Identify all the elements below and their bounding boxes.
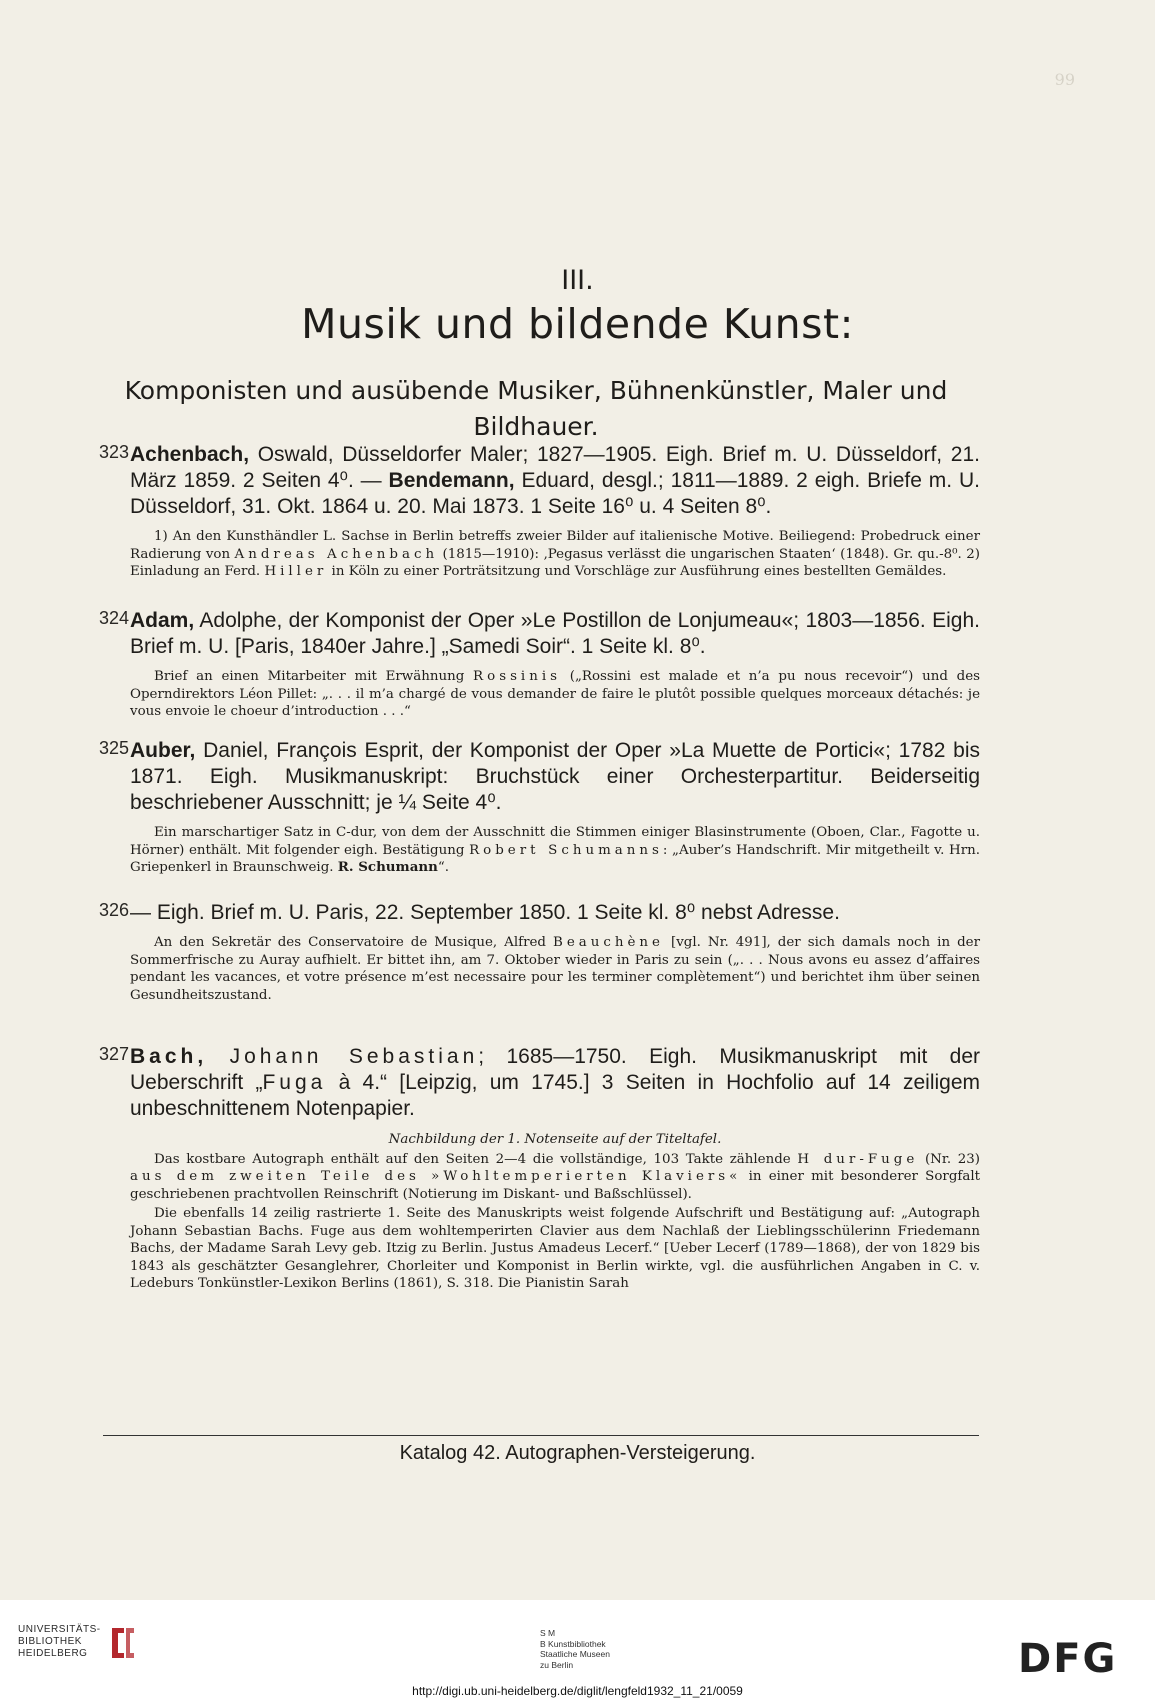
entry-heading: Adam, Adolphe, der Komponist der Oper »Le Postillon de Lonjumeau«; 1803—1856. Eigh. Brief m. U. [Paris, 1840er Jahre.] „Samedi Soir“. 1 Seite kl. 8⁰. — [130, 609, 980, 658]
entry-note: 1) An den Kunsthändler L. Sachse in Berlin betreffs zweier Bilder auf italienische Motive. Beiliegend: Probedruck einer Radierung von Andreas Achenbach (1815—1910): ‚Pegasus verlässt die ungarischen Staaten‘ (1848). Gr. qu.-8⁰. 2) Einladung an Ferd. Hiller in Köln zu einer Porträtsitzung und Vorschläge zur Ausführung eines bestellten Gemäldes. — [130, 529, 980, 579]
bold-run: Bendemann, — [388, 469, 515, 492]
spaced-run: H dur-Fuge — [797, 1151, 919, 1167]
library-line: B Kunstbibliothek — [540, 1638, 606, 1649]
catalog-entry-326 — [99, 900, 980, 1004]
entry-number: 326 — [99, 900, 130, 920]
entry-heading: Auber, Daniel, François Esprit, der Komponist der Oper »La Muette de Portici«; 1782 bis 1871. Eigh. Musikmanuskript: Bruchstück einer Orchesterpartitur. Beiderseitig beschriebener Ausschnitt; je ¼ Seite 4⁰. — [130, 739, 980, 814]
entry-caption: Nachbildung der 1. Notenseite auf der Titeltafel. — [388, 1132, 722, 1147]
spaced-run: Andreas Achenbach — [234, 546, 439, 562]
page-mark: 99 — [1054, 70, 1075, 89]
spaced-run: Robert Schumanns — [469, 842, 663, 858]
footer-rule — [103, 1435, 979, 1436]
entry-heading: Achenbach, Oswald, Düsseldorfer Maler; 1827—1905. Eigh. Brief m. U. Düsseldorf, 21. März 1859. 2 Seiten 4⁰. — Bendemann, Eduard, desgl.; 1811—1889. 2 eigh. Briefe m. U. Düsseldorf, 31. Okt. 1864 u. 20. Mai 1873. 1 Seite 16⁰ u. 4 Seiten 8⁰. — [130, 443, 980, 518]
bold-run: Achenbach, — [130, 443, 250, 466]
entry-heading: — Eigh. Brief m. U. Paris, 22. September 1850. 1 Seite kl. 8⁰ nebst Adresse. — [130, 901, 840, 924]
bold-run: Adam, — [130, 609, 195, 632]
spaced-run: Hiller — [264, 564, 328, 579]
section-title: Musik und bildende Kunst: — [301, 300, 854, 348]
spaced-run: Fuga — [262, 1071, 327, 1094]
logo-line: BIBLIOTHEK — [18, 1636, 82, 1647]
logo-line: UNIVERSITÄTS- — [18, 1624, 101, 1635]
entry-note: An den Sekretär des Conservatoire de Musique, Alfred Beauchène [vgl. Nr. 491], der sich damals noch in der Sommerfrische zu Auray aufhielt. Er bittet ihn, am 7. Oktober wieder in Paris zu sein („. . . Nous avons eu assez d’affaires pendant les vacances, et votre présence m’est necessaire pour les terminer complètement“) und berichtet ihm über seinen Gesundheitszustand. — [130, 935, 980, 1003]
catalog-entry-327 — [99, 1044, 981, 1293]
footer-title: Katalog 42. Autographen-Versteigerung. — [399, 1442, 756, 1464]
spaced-run: Bach, — [130, 1045, 208, 1068]
spaced-run: Rossinis — [473, 669, 561, 684]
spaced-run: aus dem zweiten Teile des »Wohltemperierten Klaviers« — [130, 1169, 742, 1184]
entry-note: Ein marschartiger Satz in C-dur, von dem der Ausschnitt die Stimmen einiger Blasinstrumente (Oboen, Clar., Fagotte u. Hörner) enthält. Mit folgender eigh. Bestätigung Robert Schumanns: „Auber’s Handschrift. Mir mitgetheilt v. Hrn. Griepenkerl in Braunschweig. R. Schumann“. — [130, 825, 980, 875]
library-emblem-icon — [108, 1624, 138, 1662]
bold-run: R. Schumann — [337, 859, 438, 875]
section-subtitle: Komponisten und ausübende Musiker, Bühnenkünstler, Maler und Bildhauer. — [124, 376, 948, 441]
permalink-url[interactable]: http://digi.ub.uni-heidelberg.de/diglit/lengfeld1932_11_21/0059 — [412, 1684, 743, 1698]
entry-number: 325 — [99, 738, 130, 758]
entry-number: 323 — [99, 442, 130, 462]
university-library-logo[interactable] — [18, 1624, 101, 1660]
catalog-entry-323 — [99, 442, 980, 581]
catalog-entry-325 — [99, 738, 980, 877]
logo-line: HEIDELBERG — [18, 1648, 88, 1659]
spaced-run: Johann Sebastian — [229, 1045, 479, 1068]
library-line: Staatliche Museen — [540, 1649, 610, 1659]
spaced-run: Beauchène — [552, 935, 664, 950]
entry-note: Brief an einen Mitarbeiter mit Erwähnung Rossinis („Rossini est malade et n’a pu nous recevoir“) und des Operndirektors Léon Pillet: „. . . il m’a chargé de vous demander de faire le plutôt possible quelques morceaux détachés: je vous envoie le choeur d’introduction . . .“ — [130, 669, 980, 719]
bold-run: Auber, — [130, 739, 196, 762]
partner-library-logo — [540, 1628, 610, 1670]
entry-note: Das kostbare Autograph enthält auf den Seiten 2—4 die vollständige, 103 Takte zählende H dur-Fuge (Nr. 23) aus dem zweiten Teile des »Wohltemperierten Klaviers« in einer mit besonderer Sorgfalt geschriebenen prachtvollen Reinschrift (Notierung im Diskant- und Baßschlüssel). — [130, 1151, 981, 1202]
entry-heading: Bach, Johann Sebastian; 1685—1750. Eigh. Musikmanuskript mit der Ueberschrift „Fuga à 4.“ [Leipzig, um 1745.] 3 Seiten in Hochfolio auf 14 zeiligem unbeschnittenem Notenpapier. — [130, 1045, 981, 1120]
entry-note: Die ebenfalls 14 zeilig rastrierte 1. Seite des Manuskripts weist folgende Aufschrift und Bestätigung auf: „Autograph Johann Sebastian Bachs. Fuge aus dem wohltemperirten Clavier aus dem Nachlaß der Lieblingsschülerinn Friedemann Bachs, der Madame Sarah Levy geb. Itzig zu Berlin. Justus Amadeus Lecerf.“ [Ueber Lecerf (1789—1868), der von 1829 bis 1843 als geschätzter Gesanglehrer, Chorleiter und Komponist in Berlin wirkte, vgl. die ausführlichen Angaben in C. v. Ledeburs Tonkünstler-Lexikon Berlins (1861), S. 318. Die Pianistin Sarah — [130, 1206, 980, 1291]
library-line: zu Berlin — [540, 1659, 574, 1670]
catalog-entry-324 — [99, 608, 980, 721]
library-line: S M — [540, 1628, 556, 1638]
dfg-logo[interactable]: DFG — [1018, 1636, 1118, 1682]
entry-number: 327 — [99, 1044, 130, 1064]
entry-number: 324 — [99, 608, 130, 628]
section-number: III. — [561, 265, 594, 296]
